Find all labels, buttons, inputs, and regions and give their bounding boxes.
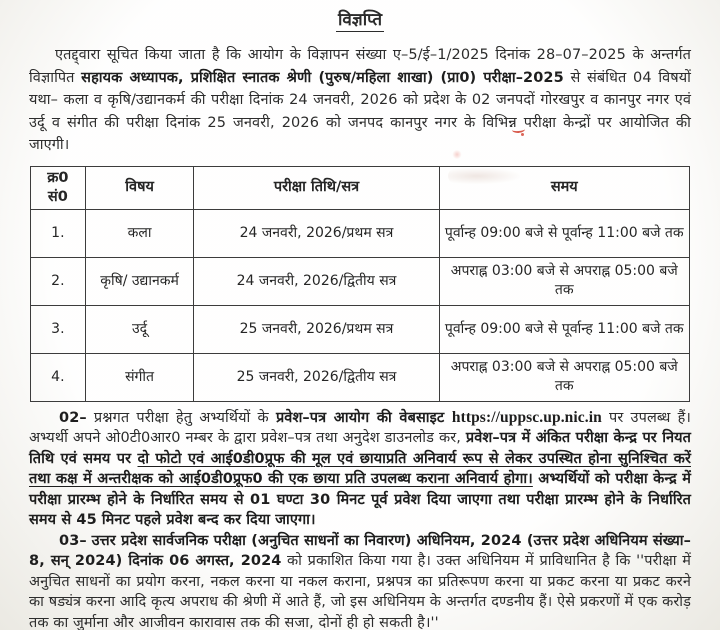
paragraph-act-warning: [29, 531, 691, 630]
cell-sno: 1.: [31, 209, 86, 257]
cell-time: अपराह्न 03:00 बजे से अपराह्न 05:00 बजे तक: [439, 353, 689, 401]
table-row: [31, 353, 690, 401]
cell-time: पूर्वान्ह 09:00 बजे से पूर्वान्ह 11:00 बजे तक: [439, 209, 689, 257]
intro-text-2: से संबंधित 04 विषयों यथा– कला व कृषि/उद्यानकर्म की परीक्षा दिनांक 24 जनवरी, 2026 को प्रदेश के 02 जनपदों गोरखपुर व कानपुर नगर एवं उर्दू व संगीत की परीक्षा दिनांक 25 जनवरी, 2026 को जनपद कानपुर नगर के विभिन्न परीक्षा केन्द्रों पर आयोजित की जाएगी।: [29, 69, 691, 153]
para3-provision-text: को प्रकाशित किया गया है। उक्त अधिनियम में प्राविधानित है कि ''परीक्षा में अनुचित साधनों का प्रयोग करना, नकल करना या नकल कराना, प्रश्नपत्र का प्रतिरूपण करना या प्रकट करना या प्रकट करने का षड्यंत्र करना आदि कृत्य अपराध की श्रेणी में आते हैं, जो इस अधिनियम के अन्तर्गत दण्डनीय हैं। ऐसे प्रकरणों में एक करोड़ तक का जुर्माना और आजीवन कारावास तक की सजा, दोनों ही हो सकती है।'': [29, 553, 691, 630]
uppsc-url-text: https://uppsc.up.nic.in: [451, 408, 602, 426]
page-title: [0, 0, 720, 32]
para2-text-2: पर उपलब्ध हैं। अभ्यर्थी अपने ओ0टी0आर0 नम्बर के द्वारा प्रवेश–पत्र तथा अनुदेश डाउनलोड कर,: [29, 409, 691, 446]
cell-subject: कृषि/ उद्यानकर्म: [85, 257, 194, 305]
para2-entry-time-text: अभ्यर्थियों को परीक्षा केन्द्र में परीक्षा प्रारम्भ होने के निर्धारित समय से 01 घण्टा 30 मिनट पूर्व प्रवेश दिया जाएगा तथा परीक्षा प्रारम्भ होने के निर्धारित समय से 45 मिनट पहले प्रवेश बन्द कर दिया जाएगा।: [29, 471, 691, 528]
cell-subject: कला: [85, 209, 194, 257]
intro-text-1: एतद्द्वारा सूचित किया जाता है कि आयोग के विज्ञापन संख्या ए–5/ई–1/2025 दिनांक 28–07–2025 के अन्तर्गत विज्ञापित: [29, 47, 691, 86]
header-serial-no: क्र0 सं0: [31, 166, 86, 209]
para2-text-1: प्रश्नगत परीक्षा हेतु अभ्यर्थियों के: [86, 409, 276, 426]
table-row: [31, 257, 690, 305]
exam-schedule-table: [30, 166, 690, 402]
table-row: [31, 305, 690, 353]
cell-sno: 4.: [31, 353, 86, 401]
cell-subject: संगीत: [85, 353, 194, 401]
cell-sno: 2.: [31, 257, 86, 305]
para2-number: 02–: [59, 409, 87, 426]
para2-website-label: प्रवेश–पत्र आयोग की वेबसाइट: [275, 409, 452, 426]
pink-smear-artifact: [452, 150, 462, 159]
cell-sno: 3.: [31, 305, 86, 353]
header-time: समय: [439, 166, 689, 209]
red-dot-artifact: [521, 133, 524, 136]
header-subject: विषय: [85, 166, 194, 209]
paragraph-intro: [29, 44, 691, 157]
page-title-text: विज्ञप्ति: [336, 7, 384, 32]
para3-number: 03–: [59, 532, 87, 549]
table-row: [31, 209, 690, 257]
cell-subject: उर्दू: [85, 305, 194, 353]
header-date-session: परीक्षा तिथि/सत्र: [194, 166, 439, 209]
para3-act-name-text: उत्तर प्रदेश सार्वजनिक परीक्षा (अनुचित साधनों का निवारण) अधिनियम, 2024 (उत्तर प्रदेश अधिनियम संख्या–8, सन् 2024) दिनांक 06 अगस्त, 2024: [29, 532, 691, 569]
exam-name-text: सहायक अध्यापक, प्रशिक्षित स्नातक श्रेणी (पुरुष/महिला शाखा) (प्रा0) परीक्षा–2025: [81, 69, 564, 86]
cell-time: अपराह्न 03:00 बजे से अपराह्न 05:00 बजे तक: [439, 257, 689, 305]
para2-underlined-idproof-text: दो फोटो एवं आई0डी0प्रूफ की मूल एवं छायाप्रति अनिवार्य रूप से लेकर उपस्थित होना सुनिश्चित करें तथा कक्ष में अन्तरीक्षक को आई0डी0प्रूफ0 की एक छाया प्रति उपलब्ध कराना अनिवार्य होगा।: [29, 450, 691, 487]
paragraph-admit-card: [29, 408, 691, 531]
cell-time: पूर्वान्ह 09:00 बजे से पूर्वान्ह 11:00 बजे तक: [439, 305, 689, 353]
cell-date-session: 25 जनवरी, 2026/द्वितीय सत्र: [194, 353, 439, 401]
cell-date-session: 24 जनवरी, 2026/प्रथम सत्र: [194, 209, 439, 257]
cell-date-session: 24 जनवरी, 2026/द्वितीय सत्र: [194, 257, 439, 305]
whiteout-smudge-artifact: [448, 168, 520, 184]
table-header-row: [31, 166, 690, 209]
cell-date-session: 25 जनवरी, 2026/प्रथम सत्र: [194, 305, 439, 353]
para2-bold-venue-text: प्रवेश–पत्र में अंकित परीक्षा केन्द्र पर नियत तिथि एवं समय पर: [29, 430, 692, 467]
